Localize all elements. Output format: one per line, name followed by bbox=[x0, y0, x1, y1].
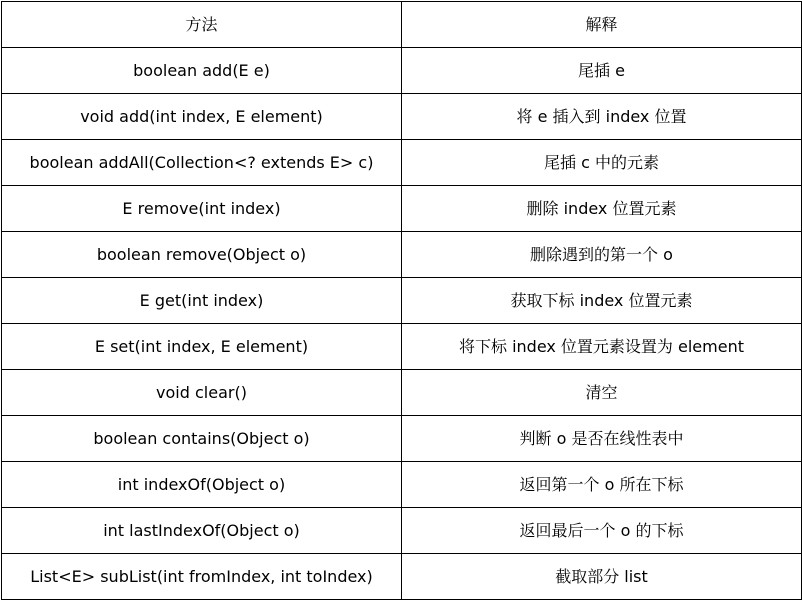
header-explanation: 解释 bbox=[402, 2, 802, 48]
explanation-cell: 尾插 e bbox=[402, 48, 802, 94]
explanation-cell: 判断 o 是否在线性表中 bbox=[402, 416, 802, 462]
explanation-cell: 删除遇到的第一个 o bbox=[402, 232, 802, 278]
table-row bbox=[2, 370, 802, 416]
table-row bbox=[2, 508, 802, 554]
explanation-cell: 返回最后一个 o 的下标 bbox=[402, 508, 802, 554]
method-cell: boolean addAll(Collection<? extends E> c) bbox=[2, 140, 402, 186]
method-cell: E set(int index, E element) bbox=[2, 324, 402, 370]
table-row bbox=[2, 324, 802, 370]
table-row bbox=[2, 48, 802, 94]
method-cell: int indexOf(Object o) bbox=[2, 462, 402, 508]
method-cell: boolean add(E e) bbox=[2, 48, 402, 94]
table-row bbox=[2, 462, 802, 508]
explanation-cell: 返回第一个 o 所在下标 bbox=[402, 462, 802, 508]
explanation-cell: 获取下标 index 位置元素 bbox=[402, 278, 802, 324]
method-cell: E get(int index) bbox=[2, 278, 402, 324]
table-row bbox=[2, 186, 802, 232]
explanation-cell: 清空 bbox=[402, 370, 802, 416]
explanation-cell: 截取部分 list bbox=[402, 554, 802, 600]
table-row bbox=[2, 554, 802, 600]
table-row bbox=[2, 94, 802, 140]
header-row bbox=[2, 2, 802, 48]
method-cell: int lastIndexOf(Object o) bbox=[2, 508, 402, 554]
explanation-cell: 将 e 插入到 index 位置 bbox=[402, 94, 802, 140]
method-cell: E remove(int index) bbox=[2, 186, 402, 232]
table-row bbox=[2, 278, 802, 324]
method-cell: boolean contains(Object o) bbox=[2, 416, 402, 462]
method-cell: void add(int index, E element) bbox=[2, 94, 402, 140]
method-cell: void clear() bbox=[2, 370, 402, 416]
method-cell: boolean remove(Object o) bbox=[2, 232, 402, 278]
method-cell: List<E> subList(int fromIndex, int toIndex) bbox=[2, 554, 402, 600]
header-method: 方法 bbox=[2, 2, 402, 48]
table-row bbox=[2, 140, 802, 186]
table-row bbox=[2, 232, 802, 278]
explanation-cell: 尾插 c 中的元素 bbox=[402, 140, 802, 186]
table-row bbox=[2, 416, 802, 462]
explanation-cell: 将下标 index 位置元素设置为 element bbox=[402, 324, 802, 370]
explanation-cell: 删除 index 位置元素 bbox=[402, 186, 802, 232]
list-methods-table bbox=[1, 1, 802, 600]
